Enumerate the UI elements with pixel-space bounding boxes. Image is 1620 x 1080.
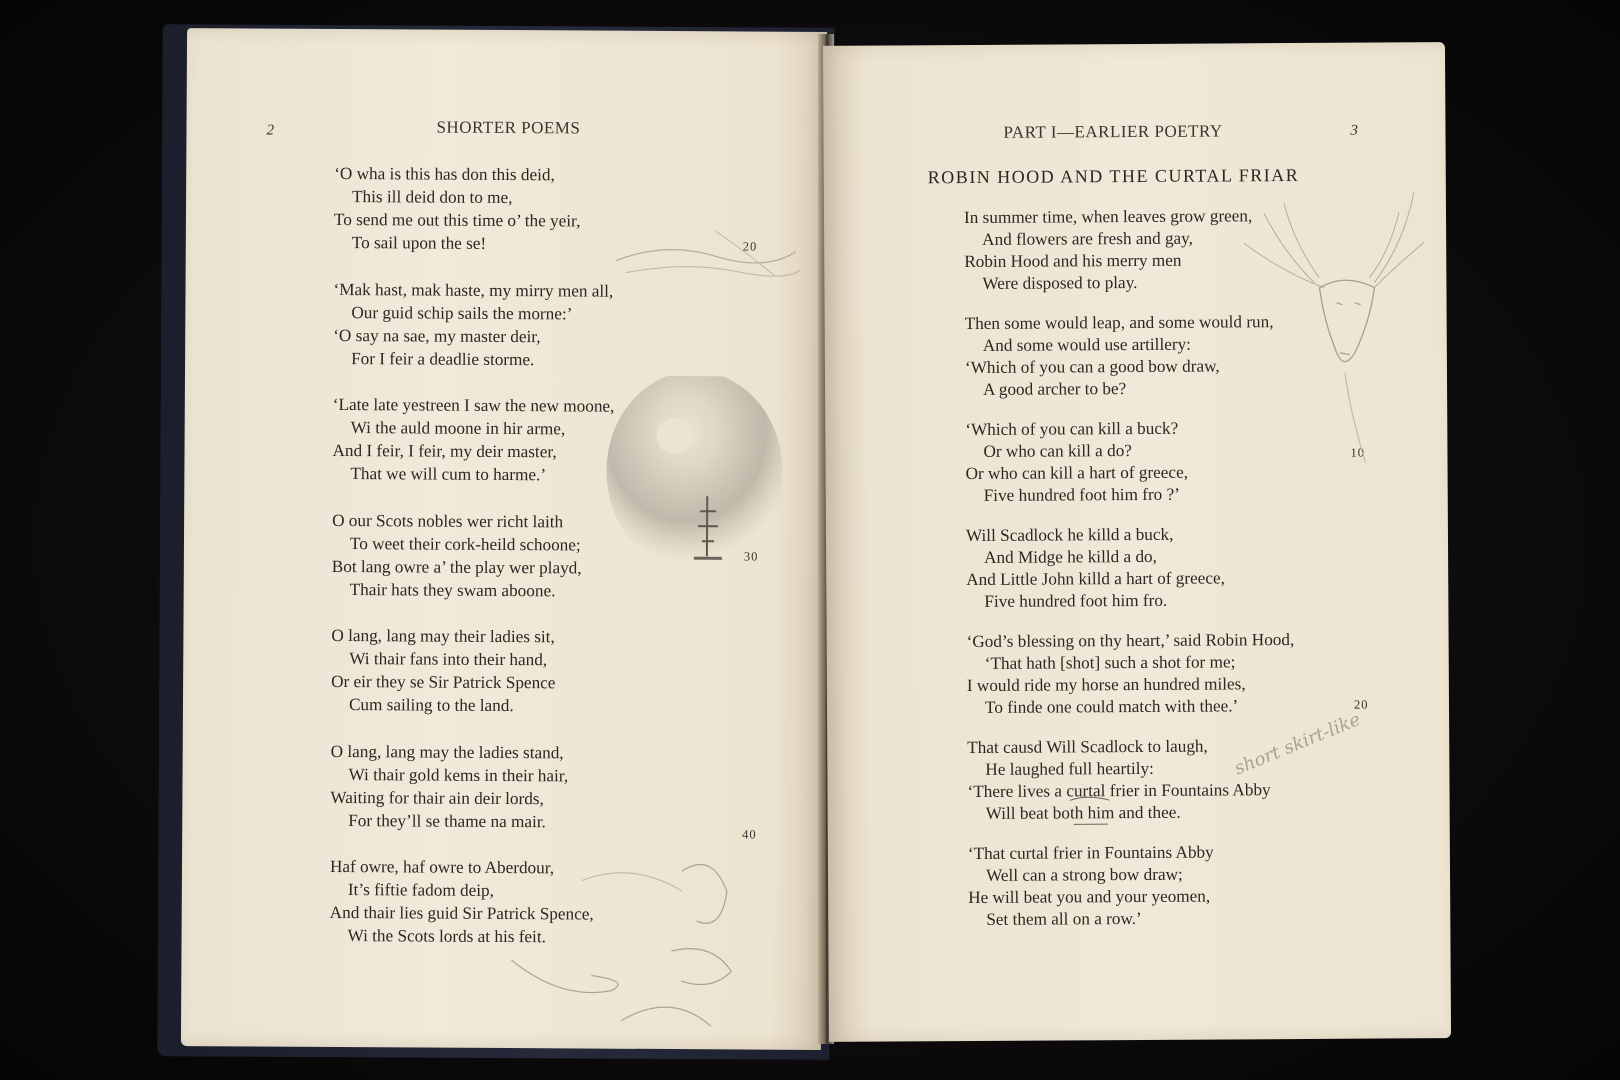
verse-line: Or who can kill a do? <box>983 441 1132 461</box>
right-running-head: PART I—EARLIER POETRY <box>1003 121 1223 142</box>
verse-line: And Midge he killd a do, <box>984 546 1157 567</box>
verse-line: Will beat both him and thee. <box>985 802 1181 823</box>
verse-line: ‘That curtal frier in Fountains Abby <box>967 842 1214 864</box>
verse-line: And some would use artillery: <box>982 334 1191 355</box>
verse-line: Five hundred foot him fro. <box>984 590 1168 611</box>
stanza <box>332 393 614 487</box>
pencil-marginal-note: short skirt-like <box>1231 708 1364 780</box>
verse-line: To weet their cork-heild schoone; <box>349 533 581 554</box>
stanza <box>968 841 1296 931</box>
verse-line: Wi thair gold kems in their hair, <box>348 764 569 785</box>
verse-line: O lang, lang may their ladies sit, <box>331 625 555 647</box>
poem-title: ROBIN HOOD AND THE CURTAL FRIAR <box>927 165 1300 188</box>
verse-line: ‘Mak hast, mak haste, my mirry men all, <box>333 279 614 301</box>
verse-line: Wi the Scots lords at his feit. <box>347 926 547 947</box>
verse-line: ‘Which of you can kill a buck? <box>965 418 1179 440</box>
verse-line: He will beat you and your yeomen, <box>968 886 1211 908</box>
verse-line: ‘God’s blessing on thy heart,’ said Robin Hood, <box>966 630 1295 652</box>
verse-line: He laughed full heartily: <box>985 758 1154 779</box>
verse-line: ‘That hath [shot] such a shot for me; <box>984 652 1236 673</box>
verse-line: Well can a strong bow draw; <box>985 864 1183 885</box>
right-page-number: 3 <box>1350 122 1359 139</box>
line-number: 40 <box>742 827 757 842</box>
pencil-sketch-moose <box>1224 172 1436 473</box>
verse-line: I would ride my horse an hundred miles, <box>966 674 1246 696</box>
line-number: 20 <box>742 239 758 254</box>
verse-line: Wi the auld moone in hir arme, <box>350 418 566 439</box>
verse-line: Then some would leap, and some would run, <box>964 312 1274 334</box>
verse-line: For they’ll se thame na mair. <box>348 810 546 831</box>
verse-line: Or who can kill a hart of greece, <box>965 462 1189 484</box>
verse-line: That we will cum to harme.’ <box>350 464 547 485</box>
line-number: 20 <box>1353 697 1369 712</box>
verse-line: That causd Will Scadlock to laugh, <box>967 736 1208 758</box>
line-number: 30 <box>743 549 759 564</box>
stanza <box>331 624 613 718</box>
stanza <box>967 629 1295 719</box>
verse-line: Waiting for thair ain deir lords, <box>330 787 544 808</box>
left-page-number: 2 <box>266 122 275 139</box>
verse-line: O our Scots nobles wer richt laith <box>332 510 564 531</box>
verse-line: Will Scadlock he killd a buck, <box>965 524 1174 546</box>
verse-line: Cum sailing to the land. <box>348 695 514 716</box>
verse-line: ‘There lives a curtal frier in Fountains Abby <box>967 780 1271 802</box>
verse-line: Or eir they se Sir Patrick Spence <box>331 671 556 693</box>
stanza <box>330 739 612 833</box>
verse-line: ‘O wha is this has don this deid, <box>334 163 555 185</box>
verse-line: And I feir, I feir, my deir master, <box>332 440 557 462</box>
pencil-sketch-moon-ship <box>604 376 785 587</box>
verse-line: Our guid schip sails the morne:’ <box>351 302 573 323</box>
verse-line: Bot lang owre a’ the play wer playd, <box>331 556 582 577</box>
verse-line: And flowers are fresh and gay, <box>982 228 1193 249</box>
verse-line: O lang, lang may the ladies stand, <box>330 741 564 762</box>
verse-line: To sail upon the se! <box>351 233 487 253</box>
verse-line: ‘Late late yestreen I saw the new moone, <box>332 394 615 416</box>
verse-line: And Little John killd a hart of greece, <box>966 568 1225 590</box>
pencil-sketch-figures <box>481 850 802 1042</box>
pencil-sketch-wave <box>605 221 805 302</box>
verse-line: Thair hats they swam aboone. <box>349 579 556 600</box>
line-number: 10 <box>1350 445 1366 460</box>
verse-line: Wi thair fans into their hand, <box>349 649 548 670</box>
stanza <box>334 162 616 256</box>
verse-line: Set them all on a row.’ <box>986 908 1142 929</box>
verse-line: Robin Hood and his merry men <box>964 250 1182 272</box>
pencil-underline <box>1068 792 1148 832</box>
verse-line: To finde one could match with thee.’ <box>984 696 1239 717</box>
verse-line: Five hundred foot him fro ?’ <box>983 484 1180 505</box>
verse-line: And thair lies guid Sir Patrick Spence, <box>329 902 594 924</box>
verse-line: It’s fiftie fadom deip, <box>347 880 494 900</box>
stanza <box>332 508 614 602</box>
verse-line: This ill deid don to me, <box>352 187 513 208</box>
verse-line: In summer time, when leaves grow green, <box>963 206 1253 228</box>
left-running-head: SHORTER POEMS <box>436 117 581 138</box>
verse-line: Haf owre, haf owre to Aberdour, <box>329 856 555 878</box>
verse-line: To send me out this time o’ the yeir, <box>333 209 581 231</box>
left-page <box>181 28 827 1050</box>
verse-line: ‘Which of you can a good bow draw, <box>964 356 1220 378</box>
stanza <box>966 523 1294 613</box>
stanza <box>333 277 615 371</box>
verse-line: ‘O say na sae, my master deir, <box>333 325 541 346</box>
right-page <box>823 42 1451 1042</box>
verse-line: For I feir a deadlie storme. <box>351 348 535 369</box>
verse-line: Were disposed to play. <box>982 272 1138 293</box>
verse-line: A good archer to be? <box>983 379 1127 399</box>
